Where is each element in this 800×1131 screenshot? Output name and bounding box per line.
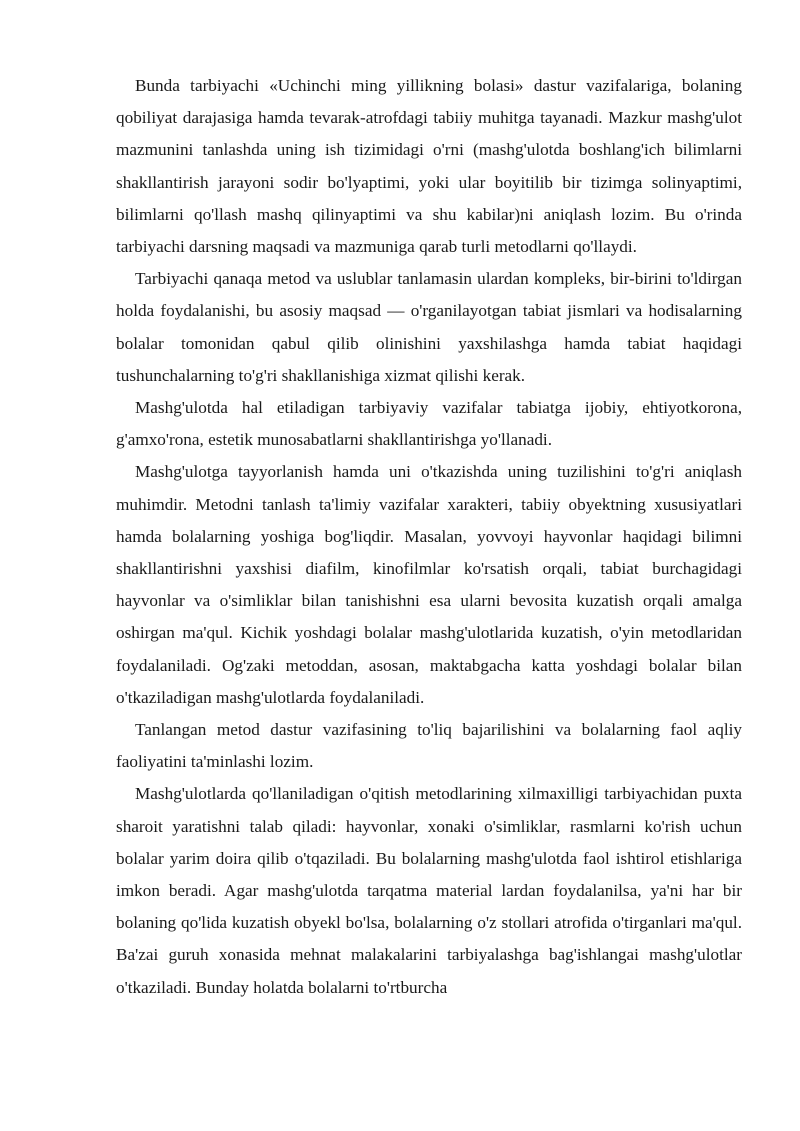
paragraph: Tarbiyachi qanaqa metod va uslublar tanlamasin ulardan kompleks, bir-birini to'ldirgan holda foydalanishi, bu asosiy maqsad — o'rganilayotgan tabiat jismlari va hodisalarning bolalar tomonidan qabul qilib olinishini yaxshilashga hamda tabiat haqidagi tushunchalarning to'g'ri shakllanishiga xizmat qilishi kerak. xyxy=(116,269,742,385)
paragraph: Bunda tarbiyachi «Uchinchi ming yillikning bolasi» dastur vazifalariga, bolaning qobiliyat darajasiga hamda tevarak-atrofdagi tabiiy muhitga tayanadi. Mazkur mashg'ulot mazmunini tanlashda uning ish tizimidagi o'rni (mashg'ulotda boshlang'ich bilimlarni shakllantirish jarayoni sodir bo'lyaptimi, yoki ular boyitilib bir tizimga solinyaptimi, bilimlarni qo'llash mashq qilinyaptimi va shu kabilar)ni aniqlash lozim. Bu o'rinda tarbiyachi darsning maqsadi va mazmuniga qarab turli metodlarni qo'llaydi. xyxy=(116,76,742,257)
paragraph: Mashg'ulotda hal etiladigan tarbiyaviy vazifalar tabiatga ijobiy, ehtiyotkorona, g'amxo'rona, estetik munosabatlarni shakllantirishga yo'llanadi. xyxy=(116,398,742,450)
paragraph: Mashg'ulotlarda qo'llaniladigan o'qitish metodlarining xilmaxilligi tarbiyachidan puxta sharoit yaratishni talab qiladi: hayvonlar, xonaki o'simliklar, rasmlarni ko'rish uchun bolalar yarim doira qilib o'tqaziladi. Bu bolalarning mashg'ulotda faol ishtirol etishlariga imkon beradi. Agar mashg'ulotda tarqatma material lardan foydalanilsa, ya'ni har bir bolaning qo'lida kuzatish obyekl bo'lsa, bolalarning o'z stollari atrofida o'tirganlari ma'qul. Ba'zai guruh xonasida mehnat malakalarini tarbiyalashga bag'ishlangai mashg'ulotlar o'tkaziladi. Bunday holatda bolalarni to'rtburcha xyxy=(116,784,742,997)
body-text xyxy=(116,70,742,1004)
paragraph: Mashg'ulotga tayyorlanish hamda uni o'tkazishda uning tuzilishini to'g'ri aniqlash muhimdir. Metodni tanlash ta'limiy vazifalar xarakteri, tabiiy obyektning xususiyatlari hamda bolalarning yoshiga bog'liqdir. Masalan, yovvoyi hayvonlar haqidagi bilimni shakllantirishni yaxshisi diafilm, kinofilmlar ko'rsatish orqali, tabiat burchagidagi hayvonlar va o'simliklar bilan tanishishni esa ularni bevosita kuzatish orqali amalga oshirgan ma'qul. Kichik yoshdagi bolalar mashg'ulotlarida kuzatish, o'yin metodlaridan foydalaniladi. Og'zaki metoddan, asosan, maktabgacha katta yoshdagi bolalar bilan o'tkaziladigan mashg'ulotlarda foydalaniladi. xyxy=(116,462,742,707)
paragraph: Tanlangan metod dastur vazifasining to'liq bajarilishini va bolalarning faol aqliy faoliyatini ta'minlashi lozim. xyxy=(116,720,742,772)
